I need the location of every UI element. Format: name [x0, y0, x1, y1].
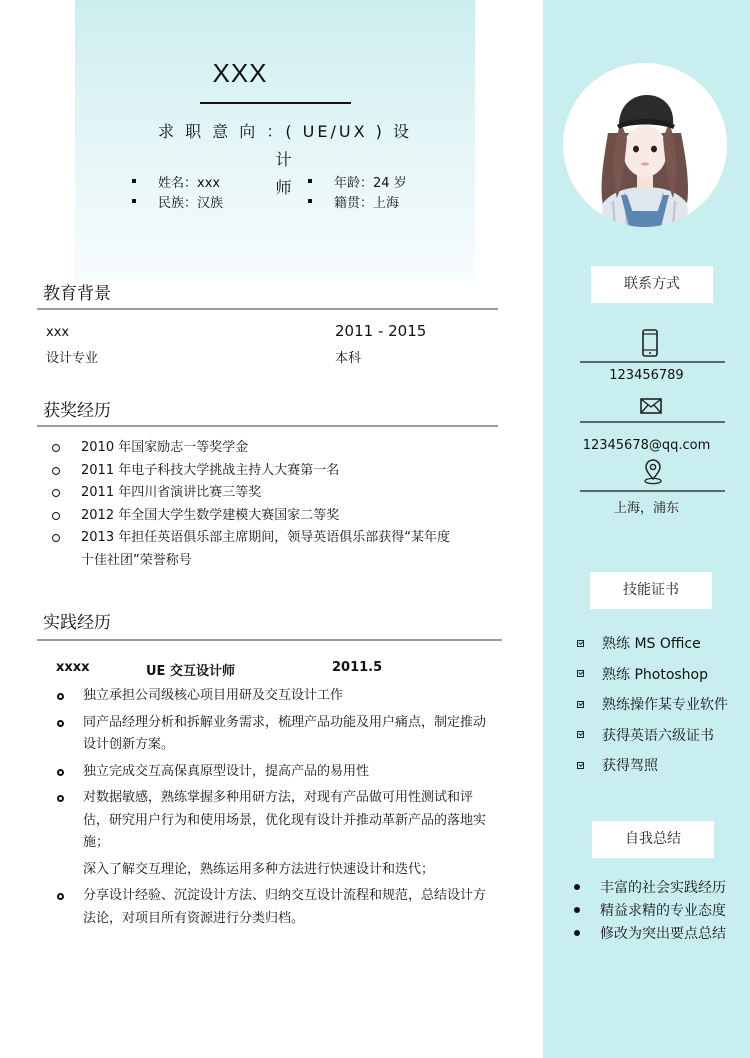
summary-list	[574, 875, 726, 944]
circle-bullet-icon	[52, 512, 60, 520]
education-divider	[37, 308, 498, 310]
contact-header: 联系方式	[591, 266, 713, 303]
major: 设计专业	[46, 351, 99, 366]
circle-bullet-icon	[57, 893, 64, 900]
circle-bullet-icon	[52, 534, 60, 542]
header-panel	[75, 0, 475, 280]
summary-header: 自我总结	[592, 821, 714, 858]
experience-title: 实践经历	[43, 613, 111, 633]
award-item: 2012 年全国大学生数学建模大赛国家二等奖	[50, 505, 500, 528]
award-item: 2013 年担任英语俱乐部主席期间，领导英语俱乐部获得“某年度十佳社团”荣誉称号	[50, 527, 500, 572]
skill-item: 熟练 MS Office	[577, 628, 728, 659]
phone-icon	[642, 329, 658, 357]
email-address: 12345678@qq.com	[582, 438, 711, 453]
dot-bullet-icon	[574, 907, 580, 913]
location-text: 上海，浦东	[613, 501, 679, 516]
name-underline	[200, 102, 351, 104]
avatar-illustration-icon	[563, 63, 727, 227]
dot-bullet-icon	[574, 884, 580, 890]
circle-bullet-icon	[57, 720, 64, 727]
job-role: UE 交互设计师	[146, 664, 235, 679]
award-item: 2011 年电子科技大学挑战主持人大赛第一名	[50, 460, 500, 483]
summary-item: 修改为突出要点总结	[574, 921, 726, 944]
experience-item: 同产品经理分析和拆解业务需求，梳理产品功能及用户痛点，制定推动设计创新方案。	[56, 712, 506, 757]
summary-item: 精益求精的专业态度	[574, 898, 726, 921]
map-pin-icon	[643, 459, 663, 485]
circle-bullet-icon	[57, 693, 64, 700]
award-item: 2010 年国家励志一等奖学金	[50, 437, 500, 460]
objective-line-1: 求 职 意 向 ：( UE/UX ) 设计	[158, 122, 412, 169]
info-age: 年龄：24 岁	[306, 172, 430, 191]
basic-info	[130, 171, 430, 211]
avatar	[563, 63, 727, 227]
info-ethnicity: 民族：汉族	[130, 192, 306, 211]
email-divider	[580, 421, 725, 423]
skills-list	[577, 628, 728, 781]
circle-bullet-icon	[52, 444, 60, 452]
location-divider	[580, 490, 725, 492]
award-item: 2011 年四川省演讲比赛三等奖	[50, 482, 500, 505]
job-date: 2011.5	[332, 660, 383, 675]
circle-bullet-icon	[57, 795, 64, 802]
skills-header: 技能证书	[590, 572, 712, 609]
experience-item: 对数据敏感，熟练掌握多种用研方法，对现有产品做可用性测试和评估，研究用户行为和使用场景，优化现有设计并推动革新产品的落地实施；	[56, 787, 506, 855]
awards-title: 获奖经历	[43, 401, 111, 421]
company-name: xxxx	[56, 660, 90, 675]
skill-item: 熟练 Photoshop	[577, 659, 728, 690]
experience-item: 独立完成交互高保真原型设计，提高产品的易用性	[56, 761, 506, 784]
summary-item: 丰富的社会实践经历	[574, 875, 726, 898]
checkbox-checked-icon	[577, 640, 584, 647]
checkbox-checked-icon	[577, 731, 584, 738]
experience-item: 分享设计经验、沉淀设计方法、归纳交互设计流程和规范，总结设计方法论，对项目所有资源进行分类归档。	[56, 885, 506, 930]
skill-item: 获得驾照	[577, 750, 728, 781]
sidebar	[543, 0, 750, 1058]
education-title: 教育背景	[43, 284, 111, 304]
degree: 本科	[335, 351, 362, 366]
candidate-name: XXX	[212, 58, 268, 88]
skill-item: 熟练操作某专业软件	[577, 689, 728, 720]
square-bullet-icon	[308, 179, 312, 183]
skill-item: 获得英语六级证书	[577, 720, 728, 751]
info-hometown: 籍贯：上海	[306, 192, 430, 211]
experience-item: 独立承担公司级核心项目用研及交互设计工作	[56, 685, 506, 708]
checkbox-checked-icon	[577, 670, 584, 677]
dot-bullet-icon	[574, 930, 580, 936]
experience-list	[56, 685, 506, 934]
square-bullet-icon	[132, 179, 136, 183]
checkbox-checked-icon	[577, 762, 584, 769]
awards-divider	[37, 425, 498, 427]
objective-line-2: 师	[275, 178, 295, 197]
checkbox-checked-icon	[577, 701, 584, 708]
phone-number: 123456789	[609, 368, 684, 383]
square-bullet-icon	[308, 199, 312, 203]
envelope-icon	[640, 398, 662, 414]
info-name: 姓名：xxx	[130, 172, 306, 191]
experience-item: 深入了解交互理论，熟练运用多种方法进行快速设计和迭代；	[83, 861, 435, 877]
square-bullet-icon	[132, 199, 136, 203]
school-name: xxx	[46, 325, 70, 340]
circle-bullet-icon	[57, 769, 64, 776]
education-years: 2011 - 2015	[335, 322, 427, 340]
experience-divider	[37, 639, 502, 641]
phone-divider	[580, 361, 725, 363]
circle-bullet-icon	[52, 489, 60, 497]
awards-list	[50, 437, 500, 572]
circle-bullet-icon	[52, 467, 60, 475]
